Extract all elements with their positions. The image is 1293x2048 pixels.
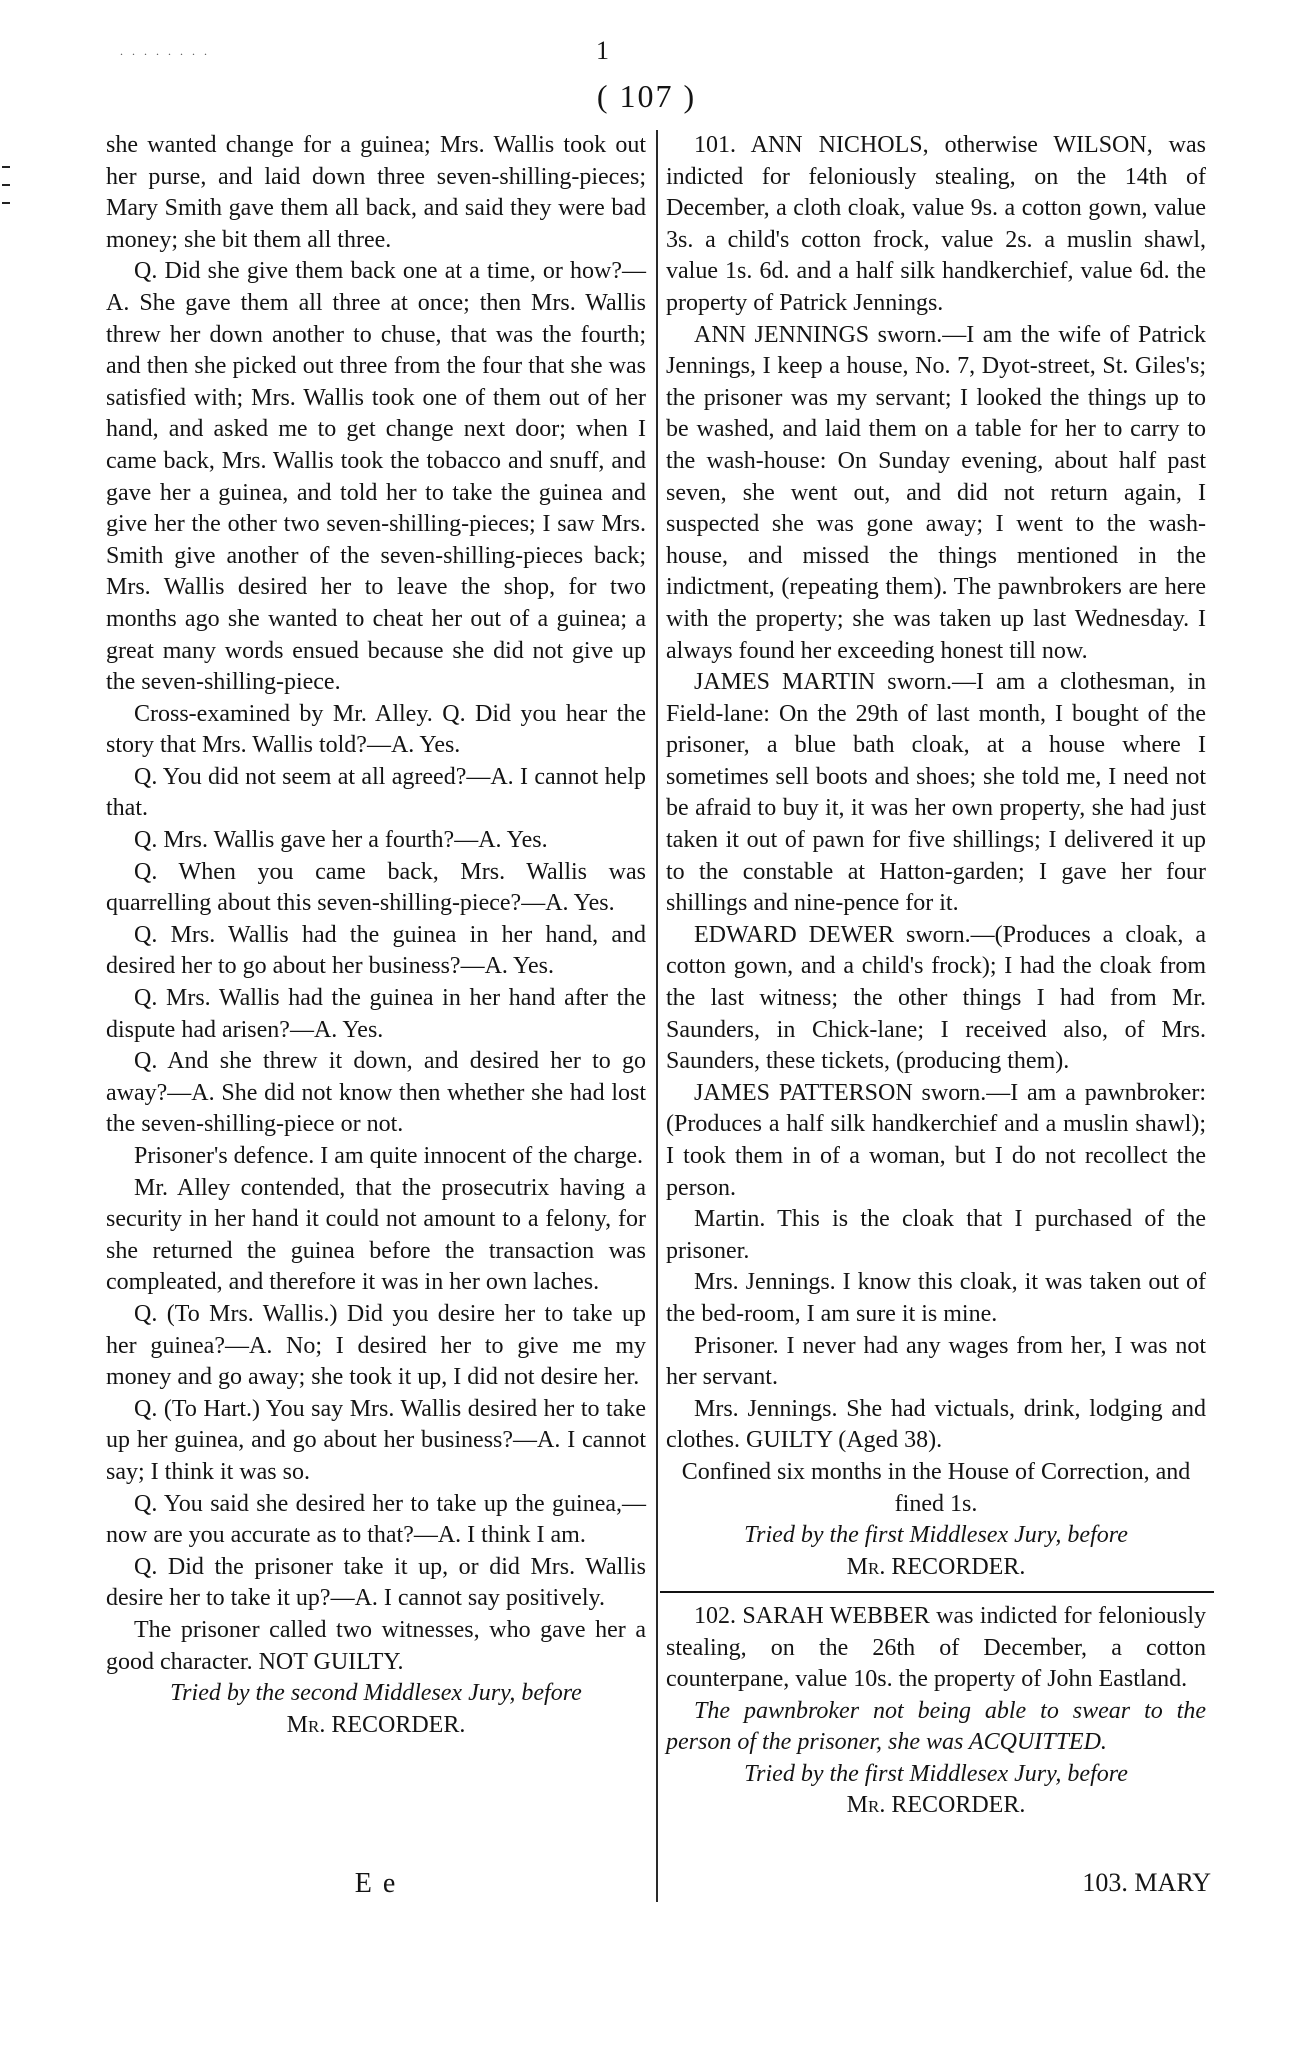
recorder-line: Mr. RECORDER. <box>286 1711 466 1738</box>
recorder-line: Mr. RECORDER. <box>846 1553 1026 1580</box>
paragraph: JAMES MARTIN sworn.—I am a clothesman, in Field-lane: On the 29th of last month, I bought of the prisoner, a blue bath cloak, at a house where I sometimes sell boots and shoes; she told me, I need not be afraid to buy it, it was her own property, she had just taken it out of pawn for five shillings; I delivered it up to the constable at Hatton-garden; I gave her four shillings and nine-pence for it. <box>666 669 1206 917</box>
paragraph: Martin. This is the cloak that I purchased of the prisoner. <box>666 1206 1206 1264</box>
paragraph: Prisoner. I never had any wages from her, I was not her servant. <box>666 1332 1206 1391</box>
paragraph: Q. You did not seem at all agreed?—A. I cannot help that. <box>106 763 646 822</box>
case-heading: 101. ANN NICHOLS, otherwise WILSON, was indicted for feloniously stealing, on the 14th of December, a cloth cloak, value 9s. a cotton gown, value 3s. a child's cotton frock, value 2s. a muslin shawl, value 1s. 6d. and a half silk handkerchief, value 6d. the property of Patrick Jennings. <box>666 132 1206 316</box>
paragraph: Mr. Alley contended, that the prosecutrix having a security in her hand it could not amount to a felony, for she returned the guinea before the transaction was compleated, and therefore it was in her own laches. <box>106 1174 646 1296</box>
recorder-line: Mr. RECORDER. <box>846 1792 1026 1819</box>
verdict-paragraph: The prisoner called two witnesses, who gave her a good character. NOT GUILTY. <box>106 1616 646 1675</box>
paragraph: Cross-examined by Mr. Alley. Q. Did you hear the story that Mrs. Wallis told?—A. Yes. <box>106 700 646 759</box>
paragraph: Q. Did she give them back one at a time, or how?—A. She gave them all three at once; then Mrs. Wallis threw her down another to chuse, that was the fourth; and then she picked out three from the four that she was satisfied with; Mrs. Wallis took one of them out of her hand, and asked me to get change next door; when I came back, Mrs. Wallis took the tobacco and snuff, and gave her a guinea, and told her to take the guinea and give her the other two seven-shilling-pieces; I saw Mrs. Smith give another of the seven-shilling-pieces back; Mrs. Wallis desired her to leave the shop, for two months ago she wanted to cheat her out of a guinea; a great many words ensued because she did not give up the seven-shilling-piece. <box>106 258 646 696</box>
column-divider <box>656 130 658 1902</box>
corner-mark: 1 <box>596 36 609 65</box>
paragraph: Q. You said she desired her to take up the guinea,—now are you accurate as to that?—A. I think I am. <box>106 1490 646 1549</box>
paragraph: Q. Mrs. Wallis had the guinea in her hand after the dispute had arisen?—A. Yes. <box>106 985 646 1043</box>
paragraph: Prisoner's defence. I am quite innocent of the charge. <box>134 1143 644 1169</box>
sentence-line: Confined six months in the House of Correction, and fined 1s. <box>681 1458 1191 1517</box>
right-column <box>666 130 1206 1822</box>
paragraph: EDWARD DEWER sworn.—(Produces a cloak, a cotton gown, and a child's frock); I had the cloak from the last witness; the other things I had from Mr. Saunders, in Chick-lane; I received also, of Mrs. Saunders, these tickets, (producing them). <box>666 921 1206 1075</box>
signature-mark: E e <box>354 1868 398 1899</box>
jury-line: Tried by the second Middlesex Jury, before <box>170 1680 582 1707</box>
binding-edge-marks <box>0 150 14 270</box>
verdict-paragraph: The pawnbroker not being able to swear to the person of the prisoner, she was ACQUITTED. <box>666 1697 1206 1756</box>
jury-line: Tried by the first Middlesex Jury, before <box>744 1760 1128 1787</box>
paragraph: Q. And she threw it down, and desired her to go away?—A. She did not know then whether she had lost the seven-shilling-piece or not. <box>106 1048 646 1138</box>
top-marks: . . . . . . . . <box>120 44 210 58</box>
paragraph: Q. When you came back, Mrs. Wallis was quarrelling about this seven-shilling-piece?—A. Yes. <box>106 858 646 917</box>
section-separator <box>660 1591 1214 1593</box>
paragraph: Mrs. Jennings. I know this cloak, it was taken out of the bed-room, I am sure it is mine. <box>666 1269 1206 1327</box>
paragraph: ANN JENNINGS sworn.—I am the wife of Patrick Jennings, I keep a house, No. 7, Dyot-street, St. Giles's; the prisoner was my servant; I looked the things up to be washed, and laid them on a table for her to carry to the wash-house: On Sunday evening, about half past seven, she went out, and did not return again, I suspected she was gone away; I went to the wash-house, and missed the things mentioned in the indictment, (repeating them). The pawnbrokers are here with the property; she was taken up last Wednesday. I always found her exceeding honest till now. <box>666 321 1206 664</box>
paragraph: JAMES PATTERSON sworn.—I am a pawnbroker: (Produces a half silk handkerchief and a muslin shawl); I took them in of a woman, but I do not recollect the person. <box>666 1079 1206 1201</box>
paragraph: Q. Mrs. Wallis gave her a fourth?—A. Yes. <box>134 827 548 854</box>
paragraph: Q. Did the prisoner take it up, or did Mrs. Wallis desire her to take it up?—A. I cannot say positively. <box>106 1553 646 1612</box>
page-number: ( 107 ) <box>596 78 697 114</box>
paragraph: Q. (To Hart.) You say Mrs. Wallis desired her to take up her guinea, and go about her business?—A. I cannot say; I think it was so. <box>106 1395 646 1485</box>
left-column <box>106 130 646 1741</box>
paragraph: she wanted change for a guinea; Mrs. Wallis took out her purse, and laid down three seven-shilling-pieces; Mary Smith gave them all back, and said they were bad money; she bit them all three. <box>106 132 646 253</box>
verdict-paragraph: Mrs. Jennings. She had victuals, drink, lodging and clothes. GUILTY (Aged 38). <box>666 1395 1206 1454</box>
paragraph: Q. (To Mrs. Wallis.) Did you desire her to take up her guinea?—A. No; I desired her to give me my money and go away; she took it up, I did not desire her. <box>106 1300 646 1391</box>
case-heading: 102. SARAH WEBBER was indicted for feloniously stealing, on the 26th of December, a cotton counterpane, value 10s. the property of John Eastland. <box>666 1602 1206 1693</box>
paragraph: Q. Mrs. Wallis had the guinea in her hand, and desired her to go about her business?—A. Yes. <box>106 921 646 980</box>
jury-line: Tried by the first Middlesex Jury, before <box>744 1522 1128 1549</box>
catchword: 103. MARY <box>1082 1868 1211 1897</box>
